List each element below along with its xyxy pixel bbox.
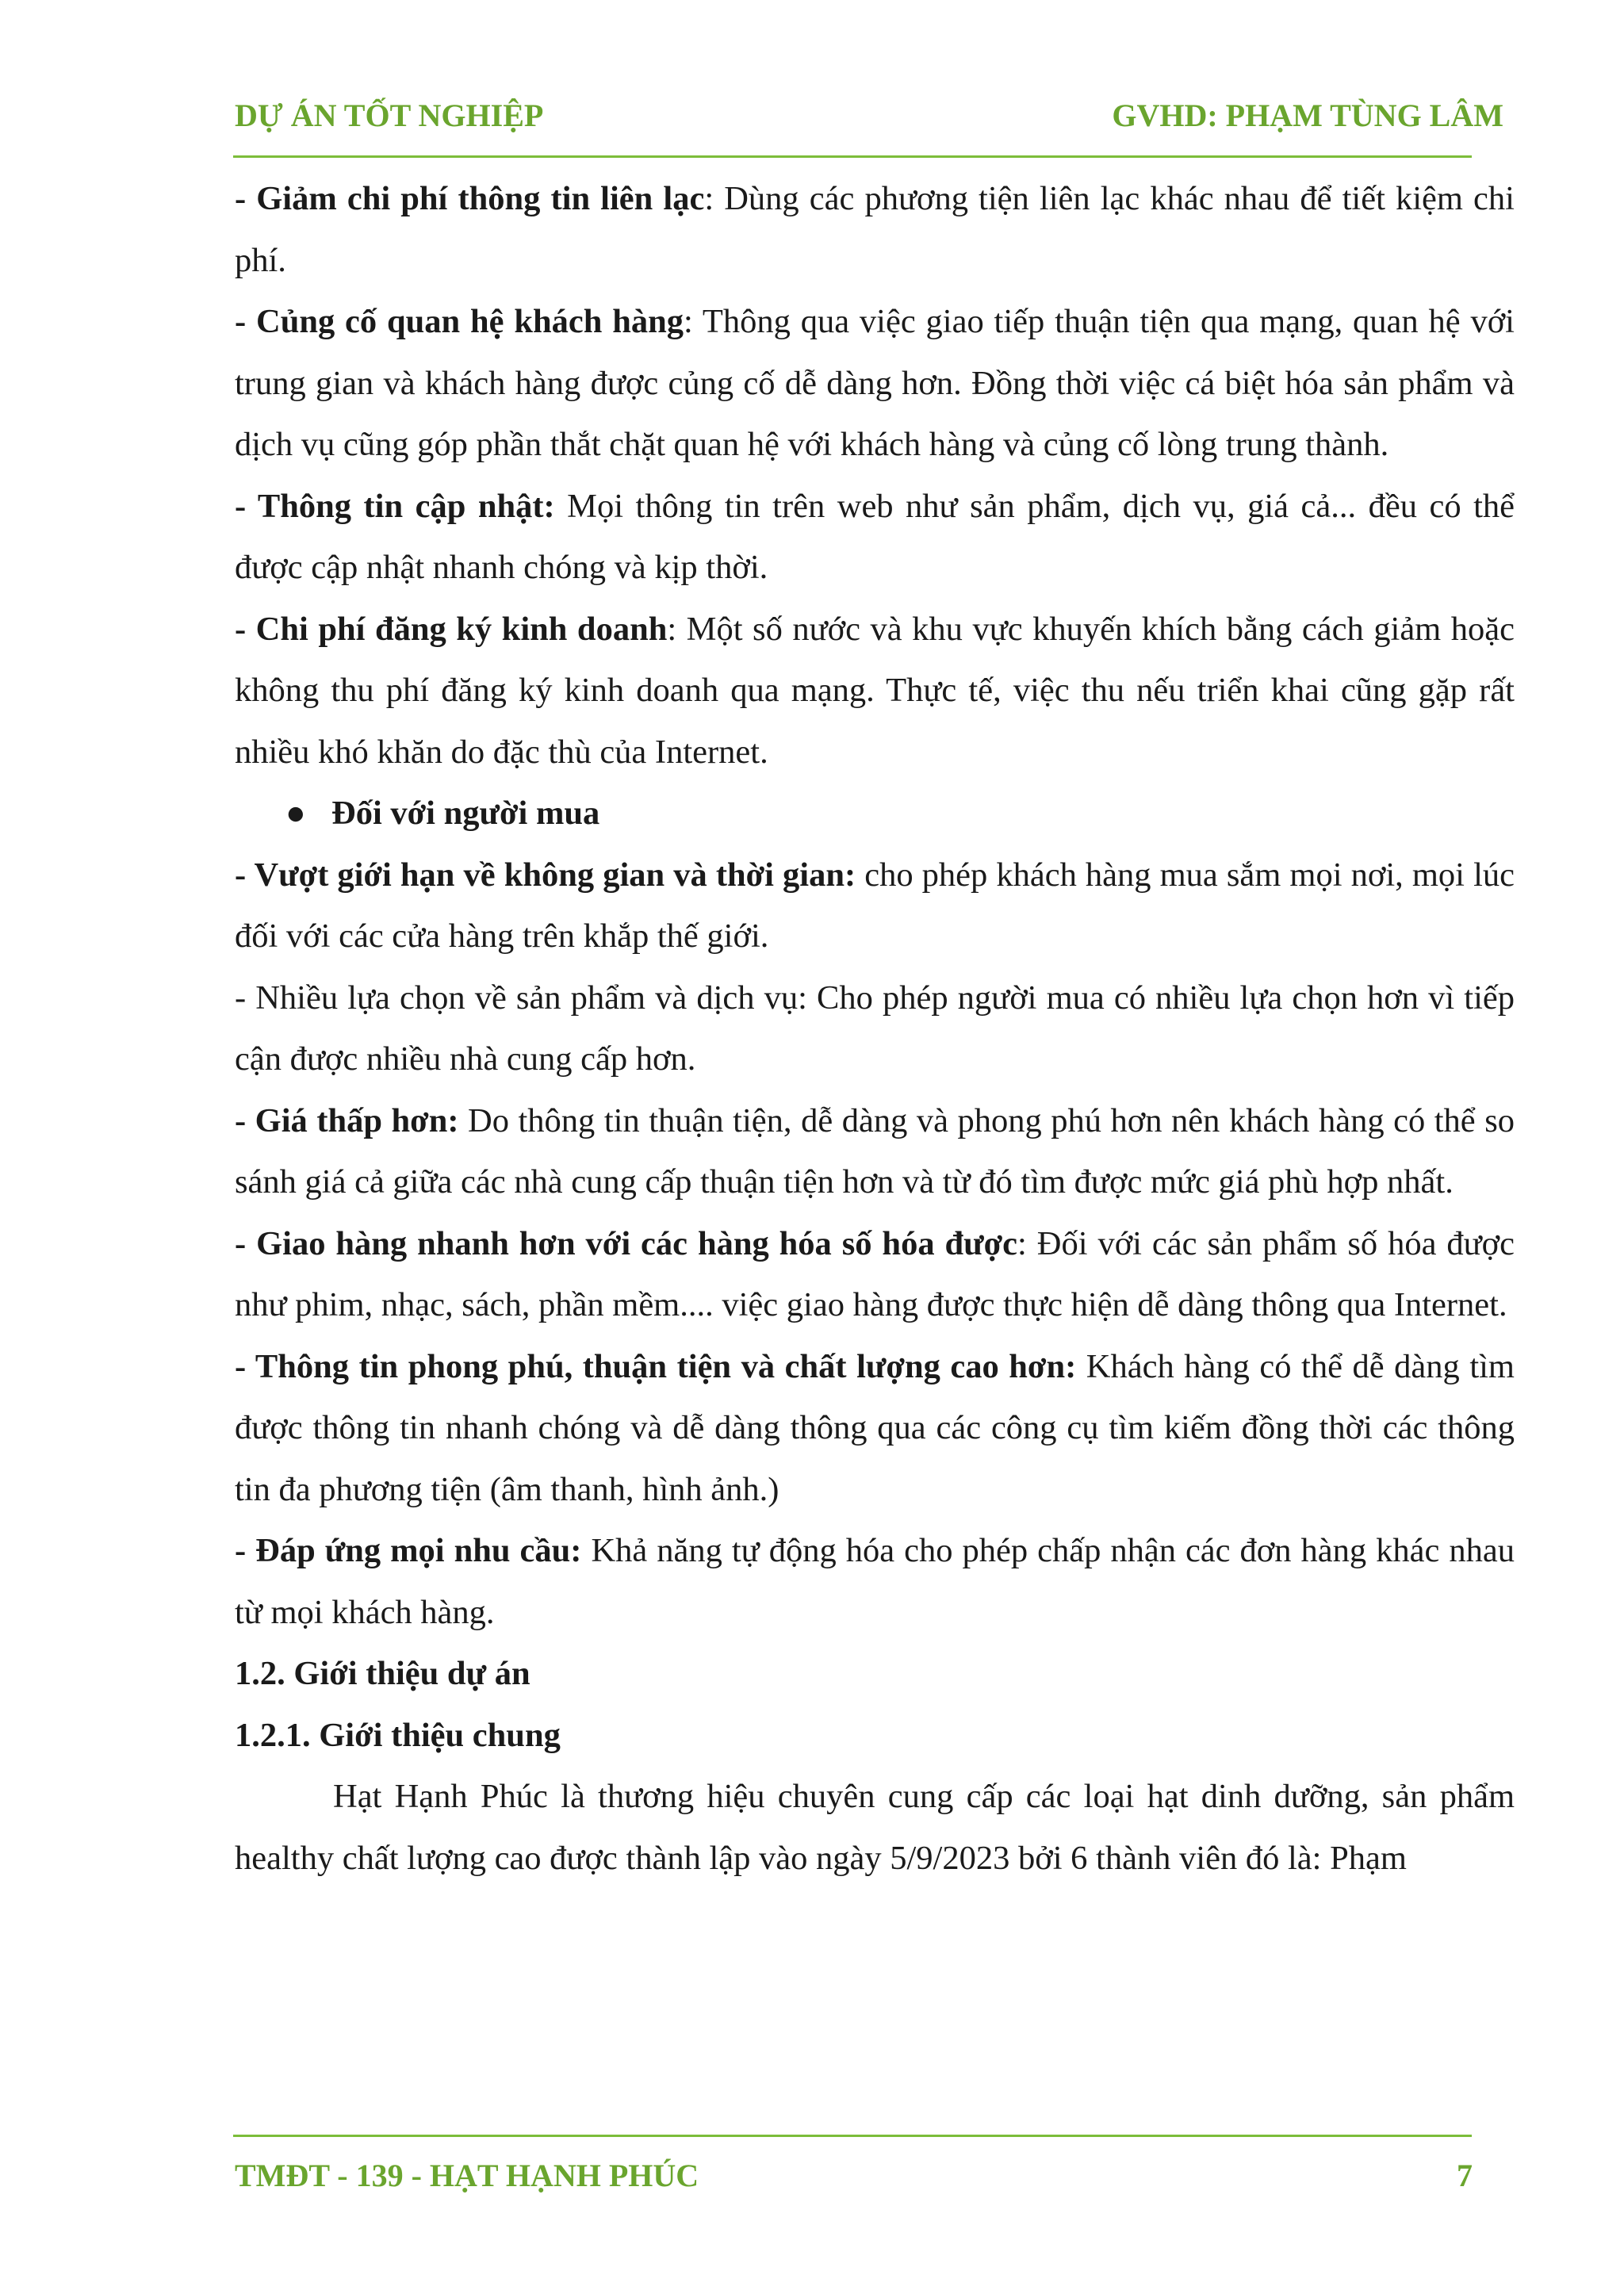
paragraph-text: : Một số nước và khu vực khuyến khích bằng cách giảm hoặc không thu phí đăng ký kinh doanh qua mạng. Thực tế, việc thu nếu triển khai cũng gặp rất nhiều khó khăn do đặc thù của Internet.	[235, 610, 1515, 771]
paragraph	[235, 967, 1515, 1090]
paragraph-lead: - Thông tin cập nhật:	[235, 487, 555, 525]
paragraph-text: Khách hàng có thể dễ dàng tìm được thông tin nhanh chóng và dễ dàng thông qua các công cụ tìm kiếm đồng thời các thông tin đa phương tiện (âm thanh, hình ảnh.)	[235, 1347, 1515, 1508]
paragraph-lead: - Đáp ứng mọi nhu cầu:	[235, 1532, 582, 1569]
paragraph-lead: - Giá thấp hơn:	[235, 1101, 459, 1139]
paragraph-text: cho phép khách hàng mua sắm mọi nơi, mọi lúc đối với các cửa hàng trên khắp thế giới.	[235, 856, 1515, 955]
paragraph	[235, 1520, 1515, 1643]
header-advisor: GVHD: PHẠM TÙNG LÂM	[1112, 98, 1503, 133]
header-divider	[233, 155, 1472, 158]
paragraph-text: Do thông tin thuận tiện, dễ dàng và phong phú hơn nên khách hàng có thể so sánh giá cả giữa các nhà cung cấp thuận tiện hơn và từ đó tìm được mức giá phù hợp nhất.	[235, 1101, 1515, 1201]
paragraph	[235, 291, 1515, 476]
bullet-item	[235, 783, 1515, 844]
paragraph-lead: - Chi phí đăng ký kinh doanh	[235, 610, 668, 648]
paragraph	[235, 476, 1515, 599]
subsection-heading: 1.2.1. Giới thiệu chung	[235, 1716, 561, 1754]
paragraph-text: Hạt Hạnh Phúc là thương hiệu chuyên cung cấp các loại hạt dinh dưỡng, sản phẩm healthy chất lượng cao được thành lập vào ngày 5/9/2023 bởi 6 thành viên đó là: Phạm	[235, 1778, 1515, 1877]
paragraph	[235, 168, 1515, 291]
paragraph-text: : Thông qua việc giao tiếp thuận tiện qua mạng, quan hệ với trung gian và khách hàng được củng cố dễ dàng hơn. Đồng thời việc cá biệt hóa sản phẩm và dịch vụ cũng góp phần thắt chặt quan hệ với khách hàng và củng cố lòng trung thành.	[235, 303, 1515, 463]
paragraph-text: Khả năng tự động hóa cho phép chấp nhận các đơn hàng khác nhau từ mọi khách hàng.	[235, 1532, 1515, 1631]
paragraph-lead: - Thông tin phong phú, thuận tiện và chất lượng cao hơn:	[235, 1347, 1077, 1385]
paragraph	[235, 599, 1515, 783]
footer-title: TMĐT - 139 - HẠT HẠNH PHÚC	[235, 2158, 699, 2193]
footer-divider	[233, 2135, 1472, 2137]
paragraph-text: - Nhiều lựa chọn về sản phẩm và dịch vụ: Cho phép người mua có nhiều lựa chọn hơn vì tiếp cận được nhiều nhà cung cấp hơn.	[235, 978, 1515, 1078]
paragraph-lead: - Củng cố quan hệ khách hàng	[235, 303, 684, 340]
paragraph	[235, 1213, 1515, 1336]
page-number: 7	[1457, 2158, 1473, 2193]
bullet-dot-icon: ●	[285, 795, 306, 832]
paragraph-lead: - Giảm chi phí thông tin liên lạc	[235, 180, 705, 217]
paragraph	[235, 1336, 1515, 1521]
paragraph-lead: - Giao hàng nhanh hơn với các hàng hóa số hóa được	[235, 1224, 1018, 1262]
paragraph-text: : Đối với các sản phẩm số hóa được như phim, nhạc, sách, phần mềm.... việc giao hàng được thực hiện dễ dàng thông qua Internet.	[235, 1224, 1515, 1323]
paragraph-text: : Dùng các phương tiện liên lạc khác nhau để tiết kiệm chi phí.	[235, 180, 1515, 279]
page-body	[235, 168, 1515, 1889]
paragraph	[235, 1766, 1515, 1889]
bullet-text: Đối với người mua	[331, 795, 600, 832]
header-title: DỰ ÁN TỐT NGHIỆP	[235, 98, 544, 133]
section-heading: 1.2. Giới thiệu dự án	[235, 1655, 530, 1692]
paragraph-lead: - Vượt giới hạn về không gian và thời gian:	[235, 856, 856, 894]
paragraph	[235, 844, 1515, 967]
paragraph	[235, 1090, 1515, 1213]
paragraph-text: Mọi thông tin trên web như sản phẩm, dịch vụ, giá cả... đều có thể được cập nhật nhanh chóng và kịp thời.	[235, 487, 1515, 586]
